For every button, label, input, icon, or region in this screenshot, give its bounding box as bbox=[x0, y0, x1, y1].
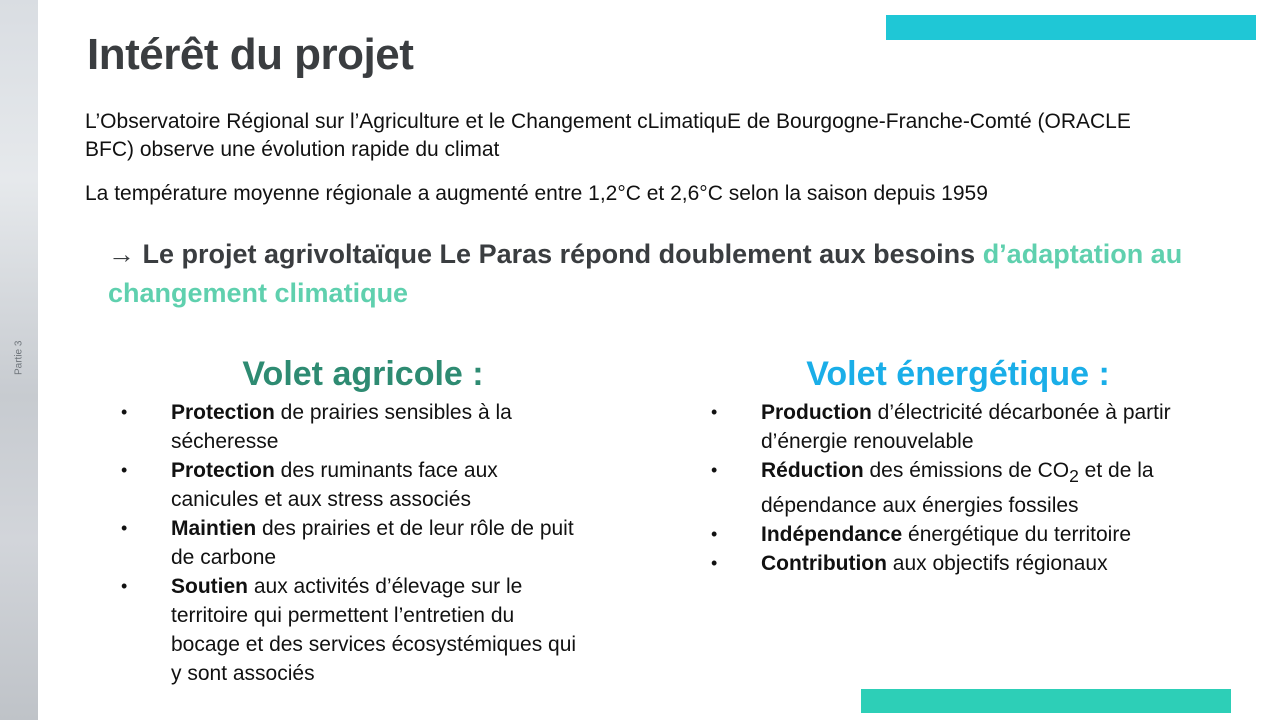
agricole-column bbox=[118, 352, 608, 688]
statement-prefix: → Le projet agrivoltaïque Le Paras répond doublement aux besoins bbox=[108, 239, 983, 269]
temperature-paragraph: La température moyenne régionale a augmenté entre 1,2°C et 2,6°C selon la saison depuis 1959 bbox=[85, 182, 988, 205]
list-item bbox=[708, 520, 1201, 549]
accent-bar-bottom bbox=[861, 689, 1231, 713]
list-item bbox=[708, 398, 1201, 456]
bullet-icon: • bbox=[711, 524, 718, 545]
key-statement bbox=[108, 235, 1268, 313]
list-item bbox=[118, 572, 581, 688]
item-keyword: Maintien bbox=[171, 517, 257, 540]
item-text: d’électricité décarbonée à partir d’énergie renouvelable bbox=[761, 401, 1171, 453]
intro-paragraph: L’Observatoire Régional sur l’Agriculture et le Changement cLimatiquE de Bourgogne-Franche-Comté (ORACLE BFC) observe une évolution rapide du climat bbox=[85, 110, 1131, 161]
item-text: des prairies et de leur rôle de puit de carbone bbox=[171, 517, 574, 569]
list-item bbox=[708, 456, 1201, 520]
agricole-heading: Volet agricole : bbox=[242, 355, 484, 393]
list-item bbox=[118, 514, 581, 572]
accent-bar-top bbox=[886, 15, 1256, 40]
item-keyword: Indépendance bbox=[761, 523, 903, 547]
agricole-list bbox=[118, 398, 608, 688]
bullet-icon: • bbox=[711, 460, 718, 480]
co2-subscript: 2 bbox=[1069, 466, 1079, 487]
bullet-icon: • bbox=[711, 553, 718, 574]
item-keyword: Production bbox=[761, 401, 872, 424]
list-item bbox=[118, 456, 581, 514]
bullet-icon: • bbox=[121, 460, 128, 480]
list-item bbox=[118, 398, 581, 456]
item-text: et de la dépendance aux énergies fossiles bbox=[761, 459, 1154, 518]
list-item bbox=[708, 549, 1201, 578]
item-text: aux activités d’élevage sur le territoire qui permettent l’entretien du bocage et des services écosystémiques qui y sont associés bbox=[171, 575, 577, 685]
energetique-heading: Volet énergétique : bbox=[806, 355, 1110, 393]
item-text: des émissions de CO bbox=[863, 459, 1070, 482]
bullet-icon: • bbox=[711, 402, 718, 422]
bullet-icon: • bbox=[121, 518, 128, 538]
statement-highlight: d’adaptation au changement climatique bbox=[108, 239, 1183, 308]
section-label: Partie 3 bbox=[13, 340, 25, 375]
bullet-icon: • bbox=[121, 576, 128, 596]
item-text: des ruminants face aux canicules et aux stress associés bbox=[171, 459, 498, 511]
bullet-icon: • bbox=[121, 402, 128, 422]
item-keyword: Protection bbox=[171, 459, 275, 482]
item-text: énergétique du territoire bbox=[902, 523, 1132, 547]
item-keyword: Réduction bbox=[761, 459, 864, 482]
item-keyword: Soutien bbox=[171, 575, 248, 598]
item-text: aux objectifs régionaux bbox=[886, 552, 1108, 576]
item-keyword: Contribution bbox=[761, 552, 887, 576]
item-keyword: Protection bbox=[171, 401, 275, 424]
slide-title: Intérêt du projet bbox=[87, 30, 414, 79]
energetique-list bbox=[708, 398, 1208, 578]
side-band bbox=[0, 0, 38, 720]
energetique-column bbox=[708, 352, 1208, 578]
item-text: de prairies sensibles à la sécheresse bbox=[171, 401, 512, 453]
